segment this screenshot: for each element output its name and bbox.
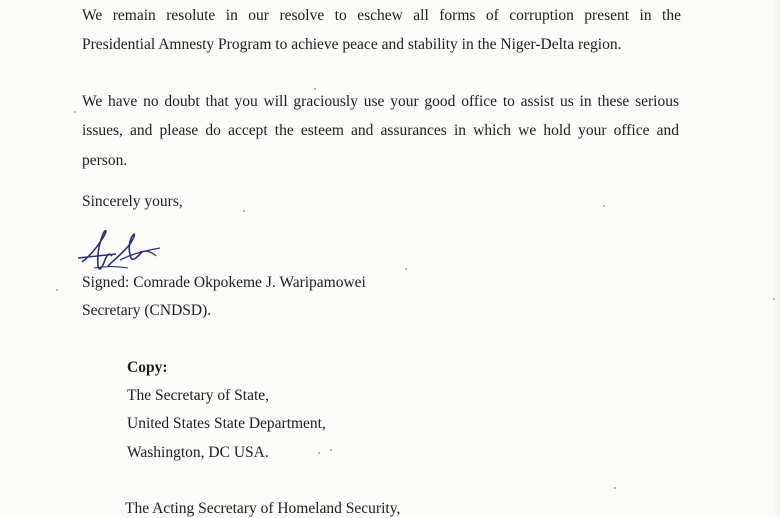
scan-speck <box>56 289 58 291</box>
scan-speck <box>330 449 332 451</box>
copy-recipient-1-line-2: United States State Department, <box>127 415 326 432</box>
paragraph-2-line-3: person. <box>82 152 128 169</box>
paragraph-2-line-1: We have no doubt that you will graciously use your good office to assist us in these serious <box>82 93 679 110</box>
scan-speck <box>405 268 407 270</box>
copy-recipient-2-line-1: The Acting Secretary of Homeland Security, <box>125 500 401 517</box>
copy-recipient-1-line-3: Washington, DC USA. <box>127 444 269 461</box>
scan-speck <box>314 88 316 90</box>
scan-speck <box>74 111 76 113</box>
copy-recipient-1-line-1: The Secretary of State, <box>127 387 270 404</box>
scan-speck <box>614 487 616 489</box>
scan-speck <box>603 205 605 207</box>
copy-heading: Copy: <box>127 359 168 376</box>
paragraph-2-line-2: issues, and please do accept the esteem and assurances in which we hold your office and <box>82 122 679 139</box>
closing: Sincerely yours, <box>82 193 183 210</box>
scan-speck <box>318 452 320 454</box>
signer-title: Secretary (CNDSD). <box>82 302 212 319</box>
signed-line: Signed: Comrade Okpokeme J. Waripamowei <box>82 274 366 291</box>
scan-speck <box>243 210 245 212</box>
scan-edge-shadow <box>774 0 780 516</box>
paragraph-1-line-2: Presidential Amnesty Program to achieve peace and stability in the Niger-Delta region. <box>82 36 622 53</box>
paragraph-1-line-1: We remain resolute in our resolve to eschew all forms of corruption present in the <box>82 7 681 24</box>
